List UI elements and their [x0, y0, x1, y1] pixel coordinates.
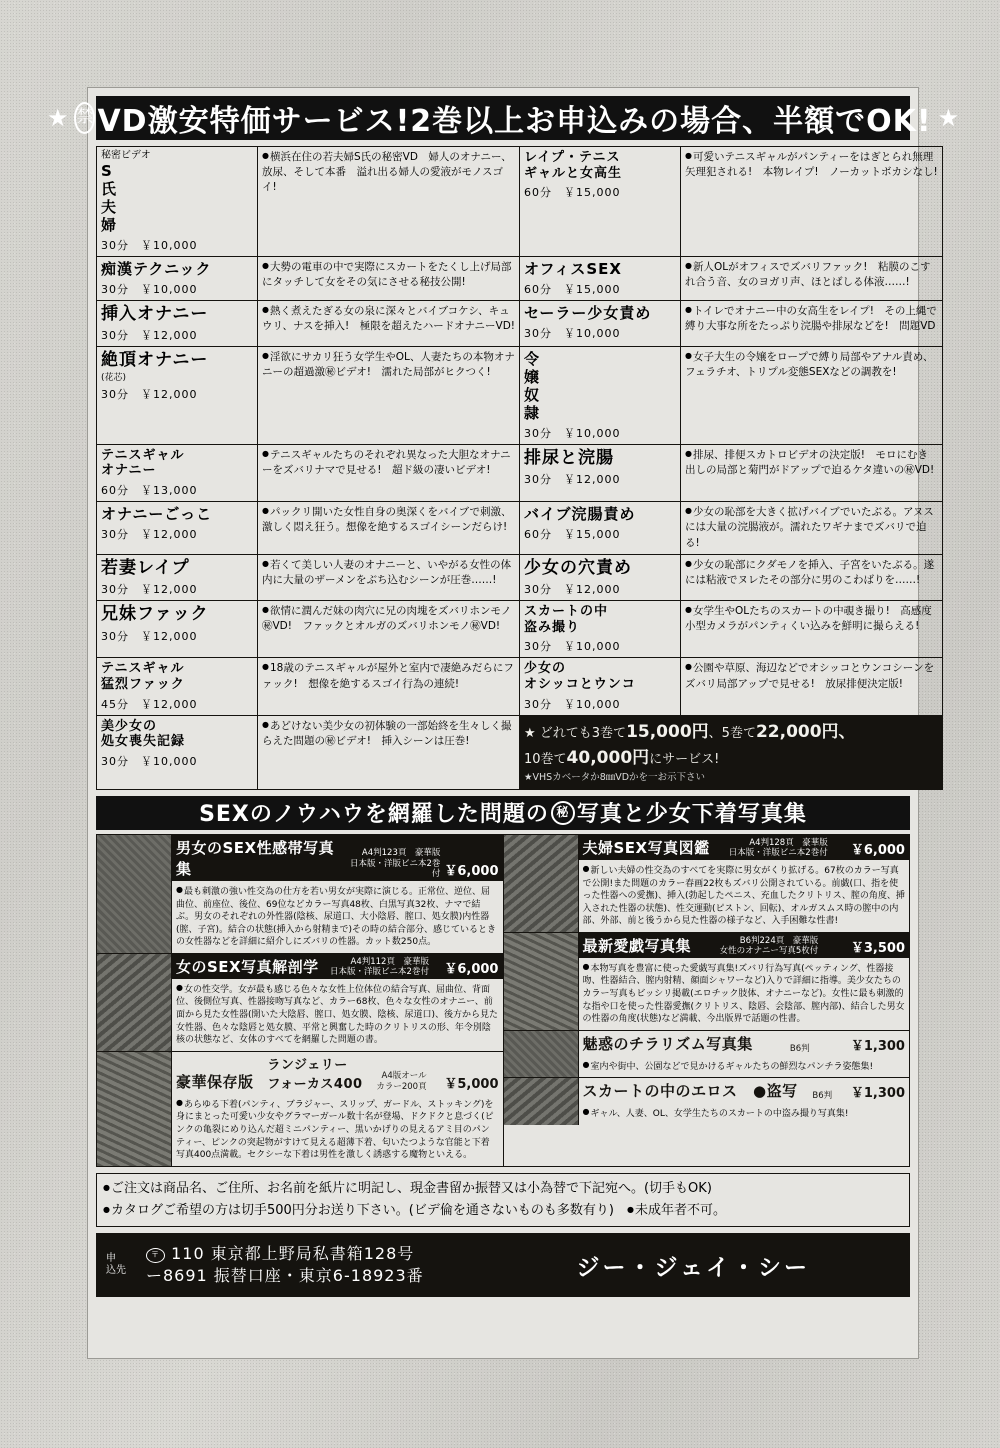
- video-meta: 30分 ￥12,000: [101, 528, 198, 542]
- video-title-cell: [97, 601, 258, 658]
- ad-sheet: [46, 88, 960, 1358]
- photobook-body: [579, 1078, 910, 1125]
- video-description-cell: [258, 554, 520, 600]
- video-title: セーラー少女責め: [524, 303, 652, 322]
- company-name: ジー・ジェイ・シー: [576, 1254, 810, 1281]
- photobook-thumbnail: [504, 933, 579, 1030]
- video-description-cell: [258, 346, 520, 444]
- video-description: ● 大勢の電車の中で実際にスカートをたくし上げ局部にタッチして女をその気にさせる秘技公開!: [262, 260, 515, 290]
- video-title: 少女の オシッコとウンコ: [524, 661, 636, 692]
- photobook-description: ● 最も刺激の強い性交為の仕方を若い男女が実際に演じる。正常位、逆位、屈曲位、前座位、後位、69位などカラー写真48枚、白黒写真32枚、ナマで結ぶ。男女のそれぞれの外性器(陰核、尿道口、大小陰唇、膣口、処女膜)内性器(膣、子宮)。結合の状態(挿入から射精まで)その時の結合部分、感じているときの女性器などを詳細に紹介しにズバリの性器。カット数250点。: [176, 884, 499, 949]
- video-title: 令 嬢 奴 隷: [524, 349, 541, 422]
- video-meta: 60分 ￥15,000: [524, 282, 621, 296]
- video-title: 痴漢テクニック: [101, 259, 212, 278]
- video-title: テニスギャル 猛烈ファック: [101, 661, 185, 692]
- video-meta: 45分 ￥12,000: [101, 697, 198, 711]
- video-title-cell: [97, 658, 258, 715]
- video-description: ● 若くて美しい人妻のオナニーと、いやがる女性の体内に大量のザーメンをぶち込むシーンが圧巻……!: [262, 558, 515, 588]
- video-meta: 30分 ￥10,000: [524, 640, 621, 654]
- bundle-offer-cell: [520, 715, 943, 789]
- video-title: 若妻レイプ: [101, 557, 190, 578]
- video-description: ● あどけない美少女の初体験の一部始終を生々しく撮らえた問題の㊙ビデオ! 挿入シーンは圧巻!: [262, 719, 515, 749]
- photobook-column-right: [504, 835, 910, 1166]
- video-description-cell: [681, 502, 943, 555]
- video-title: レイプ・テニス ギャルと女高生: [524, 150, 623, 181]
- photobook-item: [504, 1031, 910, 1079]
- video-title-cell: [520, 147, 681, 257]
- video-meta: 60分 ￥15,000: [524, 186, 621, 200]
- video-meta: 30分 ￥10,000: [524, 326, 621, 340]
- photobook-description: ● 本物写真を豊富に使った愛戯写真集!ズバリ行為写真(ペッティング、性器接吻、性器結合、膣内射精、顔面シャワーなど)入りで詳細に指導。美少女たちのカラー写真もビッシリ掲載(エロチック肢体、オナニーなど)。女性に最も刺激的な指や口を使った性器愛撫(クリトリス、陰唇、会陰部、膣内部)、結合した男女の性器の角度(状態)など満載、今出版界で話題の性書。: [583, 961, 906, 1026]
- photobook-title: 魅惑のチラリズム写真集: [582, 1034, 753, 1053]
- photobook-spec: A4判112頁 豪華版 日本版・洋版ビニ本2巻付: [330, 956, 429, 977]
- video-description-cell: [681, 300, 943, 346]
- table-row: [97, 658, 943, 715]
- video-description: ● 女学生やOLたちのスカートの中覗き撮り! 高感度小型カメラがパンティくい込みを鮮明に撮らえる!: [685, 604, 938, 634]
- order-note-2: ● カタログご希望の方は切手500円分お送り下さい。(ビデ倫を通さないものも多数有り) ● 未成年者不可。: [103, 1200, 903, 1222]
- photobook-header: [172, 1052, 503, 1094]
- photobook-banner-post: 写真と少女下着写真集: [576, 802, 807, 828]
- video-title: 美少女の 処女喪失記録: [101, 718, 186, 750]
- photobook-spec: A4判123頁 豪華版 日本版・洋版ビニ本2巻付: [349, 848, 441, 879]
- video-title-cell: [520, 658, 681, 715]
- secret-icon: 秘: [551, 801, 575, 825]
- photobook-spec: B6判: [812, 1091, 833, 1102]
- photobook-thumbnail: [97, 1052, 172, 1166]
- video-title-cell: [97, 147, 258, 257]
- table-row: [97, 601, 943, 658]
- video-title: バイブ浣腸責め: [524, 505, 636, 524]
- video-title-cell: [97, 346, 258, 444]
- video-meta: 30分 ￥12,000: [101, 388, 198, 402]
- video-description-cell: [681, 554, 943, 600]
- photobook-header: [579, 1031, 910, 1056]
- photobook-price: ￥5,000: [444, 1076, 499, 1092]
- photobook-header: [172, 954, 503, 979]
- photobook-description: ● あらゆる下着(パンティ、ブラジャー、スリップ、ガードル、ストッキング)を身にまとった可愛い少女やグラマーガール数十名が登場、ドクドクと息づく(ピンクの亀裂にめり込んだ超ミニパンティー、黒いかげりの見えるアミ目のパンティー、ピンクの突起物がすけて見える超薄下着、匂いたつような官能と下着写真400点満載。セクシーな下着は男性を激しく誘惑する魔物といえる。: [176, 1097, 499, 1162]
- video-meta: 30分 ￥12,000: [101, 583, 198, 597]
- video-title-cell: [520, 444, 681, 501]
- photobook-title: 男女のSEX性感帯写真集: [176, 838, 335, 878]
- video-description: ● パックリ開いた女性自身の奥深くをバイブで刺激、激しく悶え狂う。想像を絶するスゴイシーンだらけ!: [262, 505, 515, 535]
- video-title: S 氏 夫 婦: [101, 161, 118, 234]
- video-title: 挿入オナニー: [101, 303, 209, 324]
- video-description-cell: [258, 147, 520, 257]
- photobook-title: スカートの中のエロス ●盗写: [582, 1082, 798, 1101]
- video-description-cell: [681, 658, 943, 715]
- video-meta: 60分 ￥15,000: [524, 528, 621, 542]
- video-title: テニスギャル オナニー: [101, 447, 185, 479]
- video-title: スカートの中 盗み撮り: [524, 604, 609, 635]
- table-row: [97, 300, 943, 346]
- photobook-item: [97, 954, 503, 1052]
- video-subtitle: (花芯): [101, 373, 127, 384]
- video-title: オフィスSEX: [524, 259, 622, 278]
- video-title-cell: [520, 601, 681, 658]
- video-description-cell: [258, 300, 520, 346]
- video-description: ● 淫欲にサカリ狂う女学生やOL、人妻たちの本物オナニーの超過激㊙ビデオ! 濡れた局部がヒクつく!: [262, 350, 515, 380]
- video-description-cell: [258, 715, 520, 789]
- photobook-header: [579, 835, 910, 860]
- video-description: ● 女子大生の令嬢をロープで縛り局部やアナル責め、フェラチオ、トリプル変態SEXなどの調教を!: [685, 350, 938, 380]
- video-meta: 60分 ￥13,000: [101, 484, 198, 498]
- video-description-cell: [258, 444, 520, 501]
- video-description-cell: [681, 147, 943, 257]
- photobook-section: [96, 834, 910, 1167]
- photobook-description: ● 新しい夫婦の性交為のすべてを実際に男女がくり拡げる。67枚のカラー写真で公開!また問題のカラー春画22枚もズバリ公開されている。前戯(口、指を使った性器への愛撫)、挿入(勃起したペニス、充血したクリトリス、膣の角度、挿入された性器の状態)、性交運動(ピストン、回転)、オルガスムス時の膣中の内部、外部、前と後うから見た性器の様子など、入手困難な性書!: [583, 863, 906, 928]
- photobook-thumbnail: [97, 835, 172, 953]
- photobook-description: ● 女の性交学。女が最も感じる色々な女性上位体位の結合写真、屈曲位、背面位、後側位写真、性器接吻写真など、カラー68枚、色々な女性のオナニー、前面から見た女性器(開いた大陰唇、膣口、処女膜、陰核、尿道口)、後方から見た女性器、色々な陰唇と処女膜、平常と興奮した時のクリトリスの形、年令別陰核の状態など、女体のすべてを網羅した問題の書。: [176, 982, 499, 1047]
- video-description: ● 熱く煮えたぎる女の泉に深々とバイブコケシ、キュウリ、ナスを挿入! 極限を超えたハードオナニーVD!: [262, 304, 515, 334]
- headline-banner: [46, 96, 960, 140]
- photobook-thumbnail: [97, 954, 172, 1051]
- order-footer: [96, 1233, 910, 1297]
- photobook-item: [97, 835, 503, 954]
- video-description-cell: [258, 502, 520, 555]
- order-note-1: ● ご注文は商品名、ご住所、お名前を紙片に明記し、現金書留か振替又は小為替で下記宛へ。(切手もOK): [103, 1178, 903, 1200]
- video-description-cell: [681, 601, 943, 658]
- photobook-thumbnail: [504, 1078, 579, 1125]
- photobook-header: [172, 835, 503, 881]
- video-description-cell: [681, 346, 943, 444]
- video-title-cell: [97, 444, 258, 501]
- video-title: 少女の穴責め: [524, 557, 632, 578]
- table-row: [97, 715, 943, 789]
- video-meta: 30分 ￥12,000: [524, 583, 621, 597]
- video-title-cell: [97, 256, 258, 300]
- photobook-thumbnail: [504, 1031, 579, 1078]
- photobook-title: 豪華保存版: [176, 1072, 254, 1091]
- photobook-body: [172, 1052, 503, 1166]
- video-title-cell: [520, 256, 681, 300]
- photobook-subtitle: ランジェリー フォーカス400: [267, 1057, 363, 1092]
- photobook-header: [579, 1078, 910, 1103]
- video-meta: 30分 ￥10,000: [101, 754, 198, 768]
- video-meta: 30分 ￥12,000: [524, 473, 621, 487]
- photobook-body: [579, 933, 910, 1030]
- photobook-spec: B6判224頁 豪華版 女性のオナニー写真5枚付: [719, 935, 819, 956]
- video-title: 絶頂オナニー: [101, 349, 209, 370]
- photobook-price: ￥6,000: [444, 863, 499, 879]
- video-description: ● 少女の恥部を大きく拡げバイブでいたぶる。アヌスには大量の浣腸液が。濡れたワギナまでズバリで迫る!: [685, 505, 938, 551]
- photobook-item: [97, 1052, 503, 1166]
- photobook-body: [172, 954, 503, 1051]
- photobook-description: ● ギャル、人妻、OL、女学生たちのスカートの中盗み撮り写真集!: [583, 1106, 906, 1121]
- video-title-cell: [97, 502, 258, 555]
- forbidden-icon: 禁: [74, 102, 95, 134]
- photobook-price: ￥3,500: [850, 940, 905, 956]
- photobook-title: 最新愛戯写真集: [582, 936, 692, 955]
- company-address: 〒 110 東京都上野局私書箱128号 ー8691 振替口座・東京6-18923番: [146, 1244, 424, 1285]
- video-description: ● 横浜在住の若夫婦S氏の秘密VD 婦人のオナニー、放尿、そして本番 溢れ出る婦人の愛液がモノスゴイ!: [262, 150, 515, 196]
- video-description: ● 新人OLがオフィスでズバリファック! 粘膜のこすれ合う音、女のヨガリ声、ほとばしる体液……!: [685, 260, 938, 290]
- video-description: ● テニスギャルたちのそれぞれ異なった大胆なオナニーをズバリナマで見せる! 超ド級の凄いビデオ!: [262, 448, 515, 478]
- table-row: [97, 502, 943, 555]
- table-row: [97, 147, 943, 257]
- photobook-column-left: [97, 835, 504, 1166]
- video-title-cell: [520, 346, 681, 444]
- video-title-cell: [520, 502, 681, 555]
- photobook-spec: A4版オール カラー200頁: [376, 1071, 427, 1092]
- video-description: ● 少女の恥部にクダモノを挿入、子宮をいたぶる。遂には粘液でヌレたその部分に男のこわばりを……!: [685, 558, 938, 588]
- video-description-cell: [258, 658, 520, 715]
- photobook-body: [579, 1031, 910, 1078]
- photobook-banner-pre: SEXのノウハウを網羅した問題の: [199, 802, 549, 828]
- video-description-cell: [258, 601, 520, 658]
- video-description: ● 公園や草原、海辺などでオシッコとウンコシーンをズバリ局部アップで見せる! 放尿排便決定版!: [685, 661, 938, 691]
- video-title: オナニーごっこ: [101, 505, 213, 524]
- video-meta: 30分 ￥12,000: [101, 328, 198, 342]
- video-description-cell: [681, 256, 943, 300]
- video-title-cell: [97, 715, 258, 789]
- photobook-price: ￥1,300: [850, 1086, 905, 1102]
- video-description: ● 欲情に潤んだ妹の肉穴に兄の肉塊をズバリホンモノ㊙VD! ファックとオルガのズバリホンモノ㊙VD!: [262, 604, 515, 634]
- photobook-item: [504, 1078, 910, 1125]
- bundle-offer: ★ どれても3巻て15,000円、5巻て22,000円、 10巻て40,000円にサービス! ★VHSカベータか8㎜VDかを一お示下さい: [524, 721, 856, 784]
- postal-icon: 〒: [146, 1248, 165, 1263]
- video-table: [96, 146, 943, 790]
- video-meta: 30分 ￥10,000: [101, 282, 198, 296]
- video-description-cell: [258, 256, 520, 300]
- video-description: ● 18歳のテニスギャルが屋外と室内で凄絶みだらにファック! 想像を絶するスゴイ行為の連続!: [262, 661, 515, 691]
- video-meta: 30分 ￥10,000: [524, 426, 621, 440]
- video-description: ● 可愛いテニスギャルがパンティーをはぎとられ無理矢理犯される! 本物レイプ! ノーカットボカシなし!: [685, 150, 938, 180]
- video-meta: 30分 ￥10,000: [524, 697, 621, 711]
- photobook-price: ￥6,000: [850, 842, 905, 858]
- video-description-cell: [681, 444, 943, 501]
- video-meta: 30分 ￥10,000: [101, 238, 198, 252]
- photobook-thumbnail: [504, 835, 579, 932]
- photobook-title: 女のSEX写真解剖学: [176, 957, 319, 976]
- video-title-cell: [97, 300, 258, 346]
- video-title: 兄妹ファック: [101, 604, 209, 625]
- video-title-cell: [520, 300, 681, 346]
- table-row: [97, 256, 943, 300]
- photobook-description: ● 室内や街中、公園などで見かけるギャルたちの鮮烈なパンチラ姿態集!: [583, 1059, 906, 1074]
- photobook-spec: A4判128頁 豪華版 日本版・洋版ビニ本2巻付: [728, 837, 828, 858]
- video-title-cell: [520, 554, 681, 600]
- video-meta: 30分 ￥12,000: [101, 629, 198, 643]
- table-row: [97, 554, 943, 600]
- video-description: ● トイレでオナニー中の女高生をレイプ! その上縄で縛り大事な所をたっぷり浣腸や排尿などを! 問題VD: [685, 304, 938, 334]
- video-title-cell: [97, 554, 258, 600]
- photobook-item: [504, 933, 910, 1031]
- order-notes: [96, 1173, 910, 1227]
- photobook-banner: [96, 796, 910, 830]
- photobook-body: [172, 835, 503, 953]
- photobook-price: ￥1,300: [850, 1038, 905, 1054]
- table-row: [97, 444, 943, 501]
- photobook-header: [579, 933, 910, 958]
- photobook-item: [504, 835, 910, 933]
- video-label: 秘密ビデオ: [101, 150, 151, 161]
- photobook-price: ￥6,000: [444, 961, 499, 977]
- photobook-spec: B6判: [789, 1043, 810, 1054]
- photobook-body: [579, 835, 910, 932]
- headline-text: VD激安特価サービス!2巻以上お申込みの場合、半額でOK!: [97, 104, 932, 139]
- order-to-label: 申 込先: [106, 1252, 126, 1276]
- photobook-title: 夫婦SEX写真図鑑: [582, 838, 710, 857]
- video-title: 排尿と浣腸: [524, 447, 614, 468]
- star-right-icon: ★: [937, 104, 960, 132]
- table-row: [97, 346, 943, 444]
- star-left-icon: ★: [46, 104, 69, 132]
- video-description: ● 排尿、排便スカトロビデオの決定版! モロにむき出しの局部と菊門がドアップで迫るケタ違いの㊙VD!: [685, 448, 938, 478]
